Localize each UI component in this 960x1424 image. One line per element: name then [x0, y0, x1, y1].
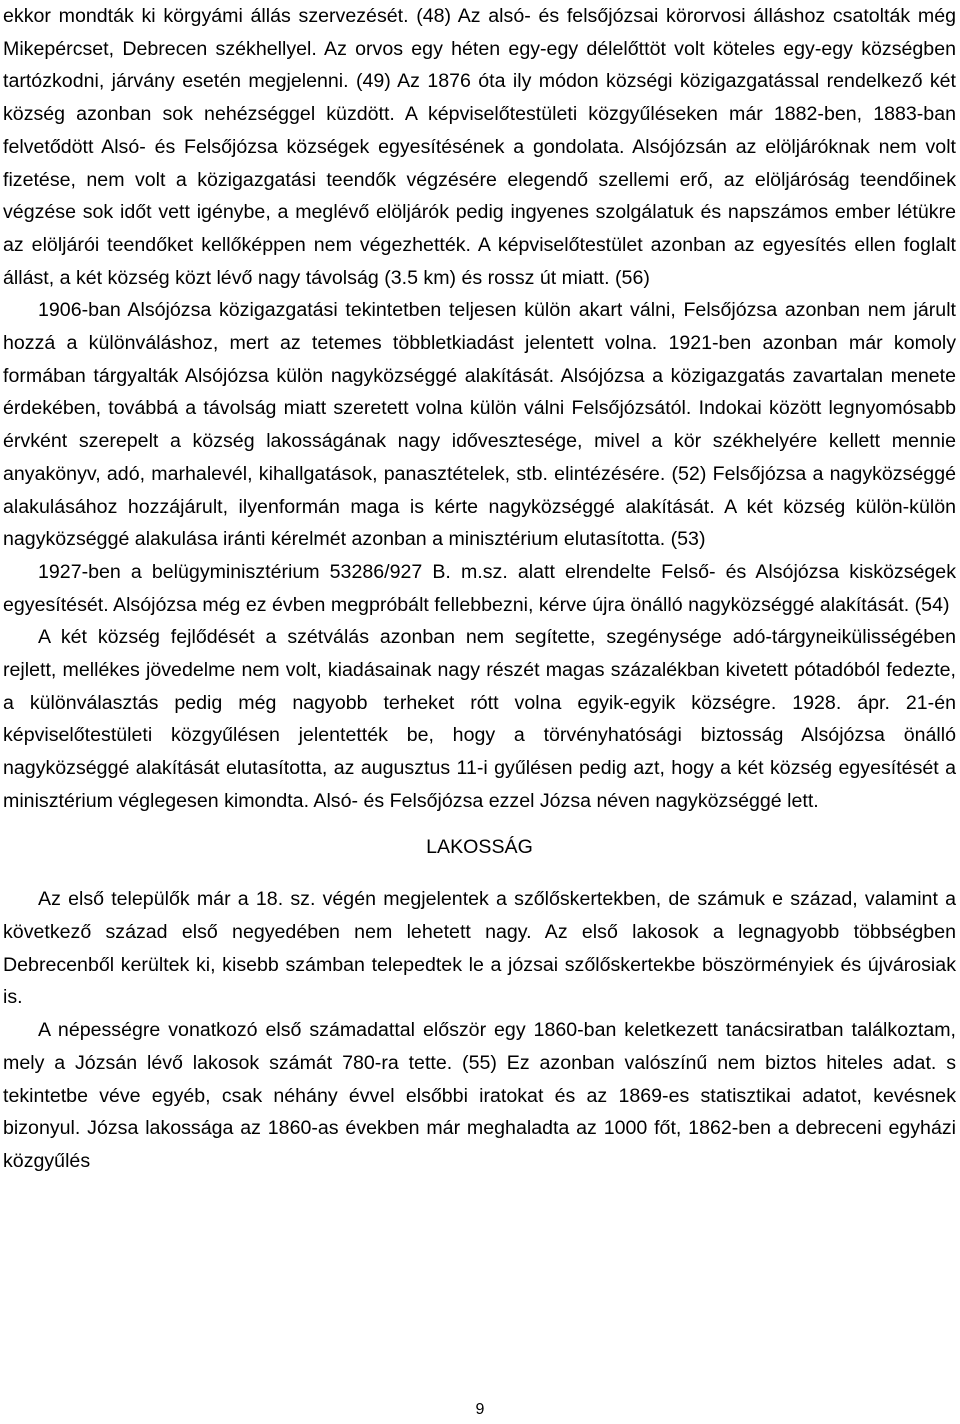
- paragraph: ekkor mondták ki körgyámi állás szervezését. (48) Az alsó- és felsőjózsai körorvosi álláshoz csatolták még Mikepércset, Debrecen székhellyel. Az orvos egy héten egy-egy délelőttöt volt köteles egy-egy községben tartózkodni, járvány esetén megjelenni. (49) Az 1876 óta ily módon községi közigazgatással rendelkező két község azonban sok nehézséggel küzdött. A képviselőtestületi közgyűléseken már 1882-ben, 1883-ban felvetődött Alsó- és Felsőjózsa községek egyesítésének a gondolata. Alsójózsán az elöljáróknak nem volt fizetése, nem volt a közigazgatási teendők végzésére elegendő szellemi erő, az elöljáróság teendőinek végzése sok időt vett igénybe, a meglévő elöljárók pedig ingyenes szolgálatuk és napszámos ember létükre az elöljárói teendőket kellőképpen nem végezhették. A képviselőtestület azonban az egyesítés ellen foglalt állást, a két község közt lévő nagy távolság (3.5 km) és rossz út miatt. (56): [3, 5, 956, 289]
- paragraph: 1906-ban Alsójózsa közigazgatási tekintetben teljesen külön akart válni, Felsőjózsa azonban nem járult hozzá a különváláshoz, mert az tetemes többletkiadást jelentett volna. 1921-ben azonban már komoly formában tárgyalták Alsójózsa külön nagyközséggé alakítását. Alsójózsa a közigazgatás zavartalan menete érdekében, továbbá a távolság miatt szeretett volna külön válni Felsőjózsától. Indokai között legnyomósabb érvként szerepelt a község lakosságának nagy idővesztesége, mivel a kör székhelyére kellett mennie anyakönyv, adó, marhalevél, kihallgatások, panasztételek, stb. elintézésére. (52) Felsőjózsa a nagyközséggé alakulásához hozzájárult, ilyenformán maga is kérte nagyközséggé alakítását. A két község külön-külön nagyközséggé alakulása iránti kérelmét azonban a minisztérium elutasította. (53): [3, 299, 956, 551]
- page-number: 9: [475, 1401, 485, 1418]
- paragraph: Az első települők már a 18. sz. végén megjelentek a szőlőskertekben, de számuk e század, valamint a következő század első negyedében nem lehetett nagy. Az első lakosok a legnagyobb többségben Debrecenből kerültek ki, kisebb számban telepedtek le a józsai szőlőskertekbe böszörményiek és újvárosiak is.: [3, 888, 956, 1009]
- paragraph: A népességre vonatkozó első számadattal először egy 1860-ban keletkezett tanácsiratban találkoztam, mely a Józsán lévő lakosok számát 780-ra tette. (55) Ez azonban valószínű nem biztos hiteles adat. s tekintetbe véve egyéb, csak néhány évvel elsőbbi iratokat és az 1869-es statisztikai adatot, kevésnek bizonyul. Józsa lakossága az 1860-as években már meghaladta az 1000 főt, 1862-ben a debreceni egyházi közgyűlés: [3, 1019, 956, 1172]
- body-text: [3, 0, 956, 1178]
- paragraph: A két község fejlődését a szétválás azonban nem segítette, szegénysége adó-tárgyneikülisségében rejlett, mellékes jövedelme nem volt, kiadásainak nagy részét magas százalékban kivetett pótadóból fedezte, a különválasztás pedig még nagyobb terheket rótt volna egyik-egyik községre. 1928. ápr. 21-én képviselőtestületi közgyűlésen jelentették be, hogy a törvényhatósági biztosság Alsójózsa önálló nagyközséggé alakítását elutasította, az augusztus 11-i gyűlésen pedig azt, hogy a két község egyesítését a minisztérium véglegesen kimondta. Alsó- és Felsőjózsa ezzel Józsa néven nagyközséggé lett.: [3, 626, 956, 812]
- paragraph: 1927-ben a belügyminisztérium 53286/927 B. m.sz. alatt elrendelte Felső- és Alsójózsa kisközségek egyesítését. Alsójózsa még ez évben megpróbált fellebbezni, kérve újra önálló nagyközséggé alakítását. (54): [3, 560, 956, 616]
- section-title: LAKOSSÁG: [426, 835, 533, 858]
